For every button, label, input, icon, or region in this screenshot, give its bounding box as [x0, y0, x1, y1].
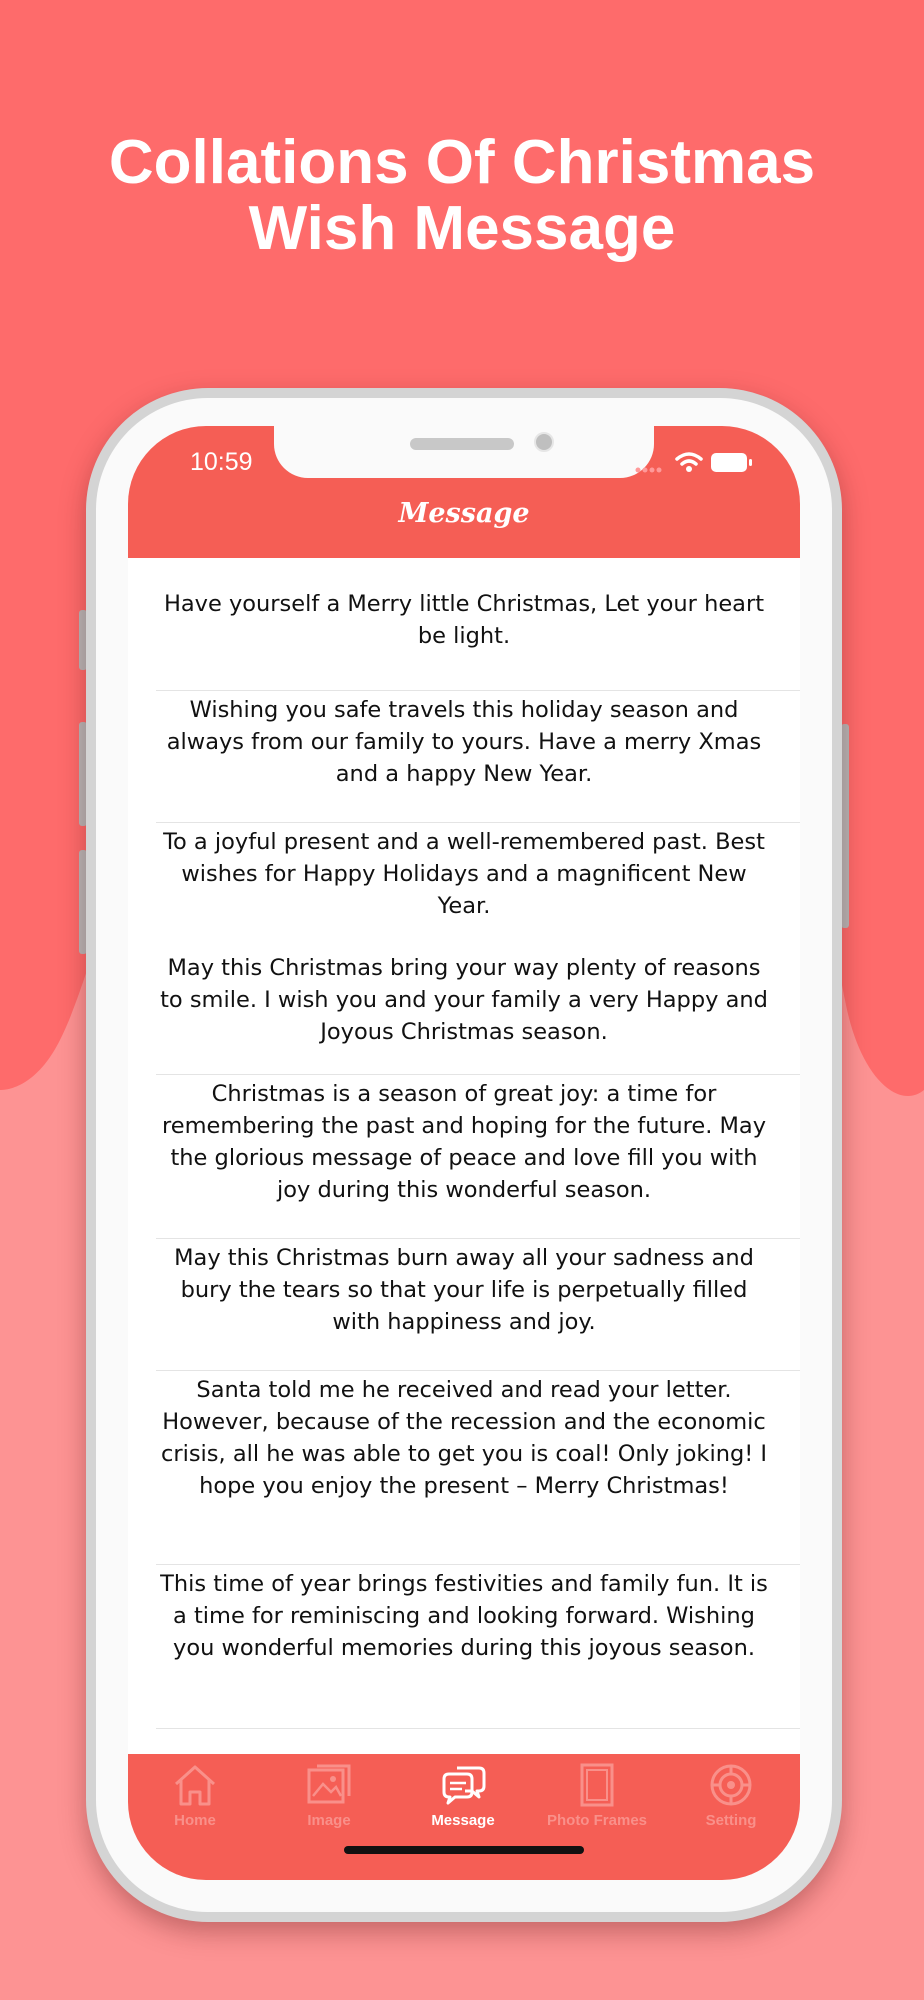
- divider: [156, 822, 800, 823]
- tab-label: Message: [431, 1812, 495, 1829]
- divider: [156, 690, 800, 691]
- status-icons: [634, 448, 754, 478]
- image-icon: [305, 1762, 353, 1808]
- divider: [156, 1564, 800, 1565]
- front-camera: [534, 432, 554, 452]
- promo-headline-line1: Collations Of Christmas: [108, 128, 816, 197]
- divider: [156, 1370, 800, 1371]
- tab-label: Photo Frames: [546, 1812, 648, 1829]
- speaker: [410, 438, 514, 450]
- signal-dots-icon: [634, 448, 664, 478]
- tab-label: Image: [307, 1812, 351, 1829]
- battery-icon: [710, 448, 754, 478]
- wifi-icon: [674, 448, 704, 478]
- message-item[interactable]: To a joyful present and a well-remembered past. Best wishes for Happy Holidays and a magnificent New Year.: [163, 829, 765, 919]
- message-list[interactable]: [128, 558, 800, 1746]
- message-item[interactable]: May this Christmas burn away all your sadness and bury the tears so that your life is perpetually filled with happiness and joy.: [174, 1245, 754, 1335]
- tab-bar: [128, 1754, 800, 1880]
- photo-frame-icon: [573, 1762, 621, 1808]
- divider: [156, 1238, 800, 1239]
- home-icon: [171, 1762, 219, 1808]
- message-icon: [439, 1762, 487, 1808]
- tab-photo-frames[interactable]: [530, 1762, 664, 1842]
- notch: [274, 426, 654, 478]
- message-item[interactable]: May this Christmas bring your way plenty of reasons to smile. I wish you and your family a very Happy and Joyous Christmas season.: [160, 955, 768, 1045]
- tab-setting[interactable]: [664, 1762, 798, 1842]
- message-item[interactable]: Santa told me he received and read your letter. However, because of the recession and the economic crisis, all he was able to get you is coal! Only joking! I hope you enjoy the present – Merry Christmas!: [160, 1377, 768, 1499]
- status-time: 10:59: [190, 448, 253, 476]
- power-button: [841, 724, 849, 928]
- tab-label: Setting: [705, 1812, 757, 1829]
- setting-icon: [707, 1762, 755, 1808]
- message-item[interactable]: This time of year brings festivities and family fun. It is a time for reminiscing and looking forward. Wishing you wonderful memories during this joyous season.: [160, 1571, 768, 1661]
- nav-title: Message: [398, 498, 530, 529]
- tab-home[interactable]: [128, 1762, 262, 1842]
- promo-headline: [0, 130, 924, 262]
- tab-message[interactable]: [396, 1762, 530, 1842]
- tab-label: Home: [174, 1812, 216, 1829]
- message-item[interactable]: Wishing you safe travels this holiday season and always from our family to yours. Have a merry Xmas and a happy New Year.: [166, 697, 762, 787]
- tab-image[interactable]: [262, 1762, 396, 1842]
- divider: [156, 1074, 800, 1075]
- phone-screen: [128, 426, 800, 1880]
- message-item[interactable]: Have yourself a Merry little Christmas, Let your heart be light.: [163, 591, 765, 649]
- app-header: [128, 426, 800, 558]
- home-indicator[interactable]: [344, 1846, 584, 1854]
- message-item[interactable]: Christmas is a season of great joy: a time for remembering the past and hoping for the future. May the glorious message of peace and love fill you with joy during this wonderful season.: [161, 1081, 767, 1203]
- divider: [156, 1728, 800, 1729]
- promo-headline-line2: Wish Message: [248, 194, 676, 263]
